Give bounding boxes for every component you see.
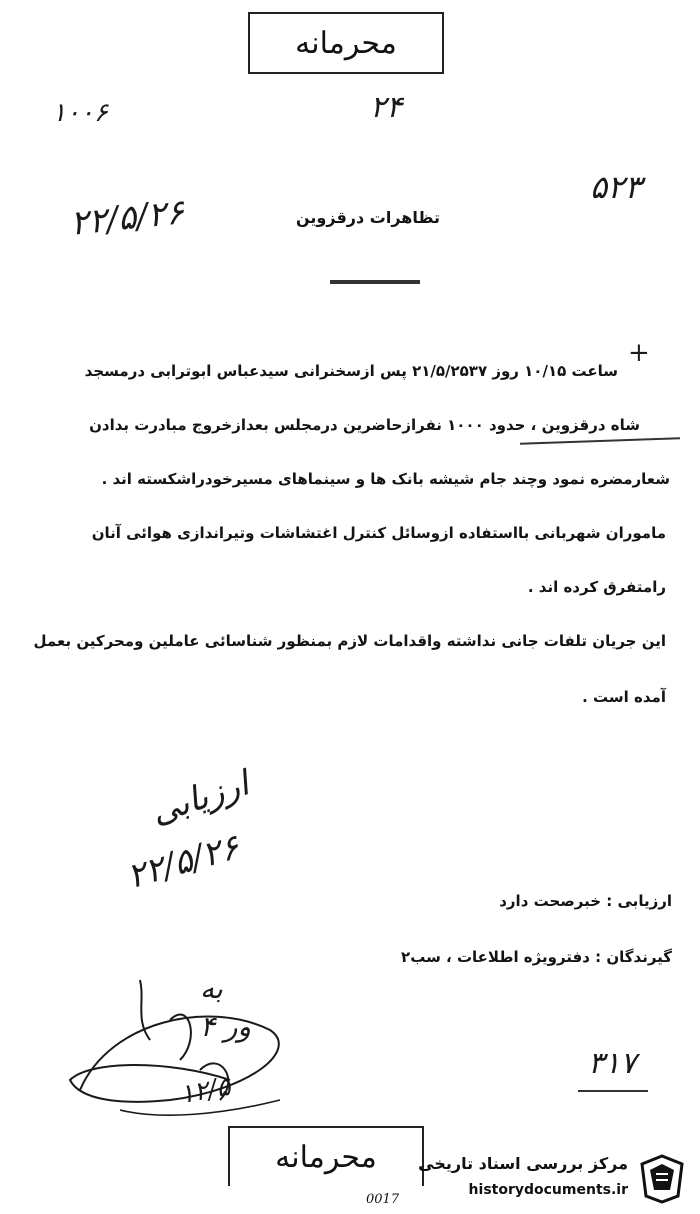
body-line-5: رامتفرق کرده اند . — [527, 578, 666, 596]
evaluation-line: ارزیابی : خبرصحت دارد — [499, 892, 672, 910]
handwritten-annotation-line-1: ارزیابی — [146, 763, 254, 833]
body-line-4: ماموران شهربانی بااستفاده ازوسائل کنترل اغتشاشات وتیراندازی هوائی آنان — [91, 524, 666, 542]
archive-logo — [418, 1148, 694, 1208]
body-line-7: آمده است . — [582, 688, 666, 706]
margin-mark: + — [628, 338, 650, 368]
body-line-6: این جریان تلفات جانی نداشته واقدامات لازم بمنظور شناسائی عاملین ومحرکین بعمل — [33, 632, 666, 650]
signature-number: ۱۲/۵ — [177, 1071, 233, 1111]
body-line-2: شاه درقزوین ، حدود ۱۰۰۰ نفرازحاضرین درمجلس بعدازخروج مبادرت بدادن — [89, 416, 640, 434]
classification-text-top: محرمانه — [295, 25, 397, 61]
body-line-3: شعارمضره نمود وچند جام شیشه بانک ها و سینماهای مسیرخودراشکسته اند . — [101, 470, 670, 488]
signature-code-underline — [578, 1090, 648, 1092]
classification-text-bottom: محرمانه — [275, 1139, 377, 1175]
ref-number-left: ۱۰۰۶ — [52, 98, 108, 128]
archive-logo-name: مرکز بررسی اسناد تاریخی — [418, 1154, 628, 1173]
classification-stamp-bottom — [228, 1126, 424, 1186]
ref-number-center: ۲۴ — [370, 90, 403, 125]
handwritten-date-top: ۲۲/۵/۲۶ — [68, 192, 186, 244]
ref-number-right: ۵۲۳ — [590, 168, 642, 206]
classification-stamp-top — [248, 12, 444, 74]
recipients-line: گیرندگان : دفترویژه اطلاعات ، سب۲ — [401, 948, 672, 966]
page-number: 0017 — [366, 1192, 400, 1207]
signature-note-1: به — [200, 972, 223, 1005]
document-title: تظاهرات درقزوین — [296, 208, 440, 227]
body-line-1: ساعت ۱۰/۱۵ روز ۲۱/۵/۲۵۳۷ پس ازسخنرانی سیدعباس ابوترابی درمسجد — [84, 362, 618, 380]
handwritten-signature — [50, 960, 310, 1130]
title-underline — [330, 280, 420, 284]
signature-code: ۳۱۷ — [588, 1046, 637, 1081]
handwritten-annotation-line-2: ۲۲/۵/۲۶ — [122, 827, 244, 897]
archive-logo-url: historydocuments.ir — [468, 1182, 628, 1198]
archive-emblem-icon — [634, 1150, 690, 1206]
body-line-2-underline — [520, 437, 680, 445]
signature-note-2: ۴ ور — [200, 1010, 251, 1043]
